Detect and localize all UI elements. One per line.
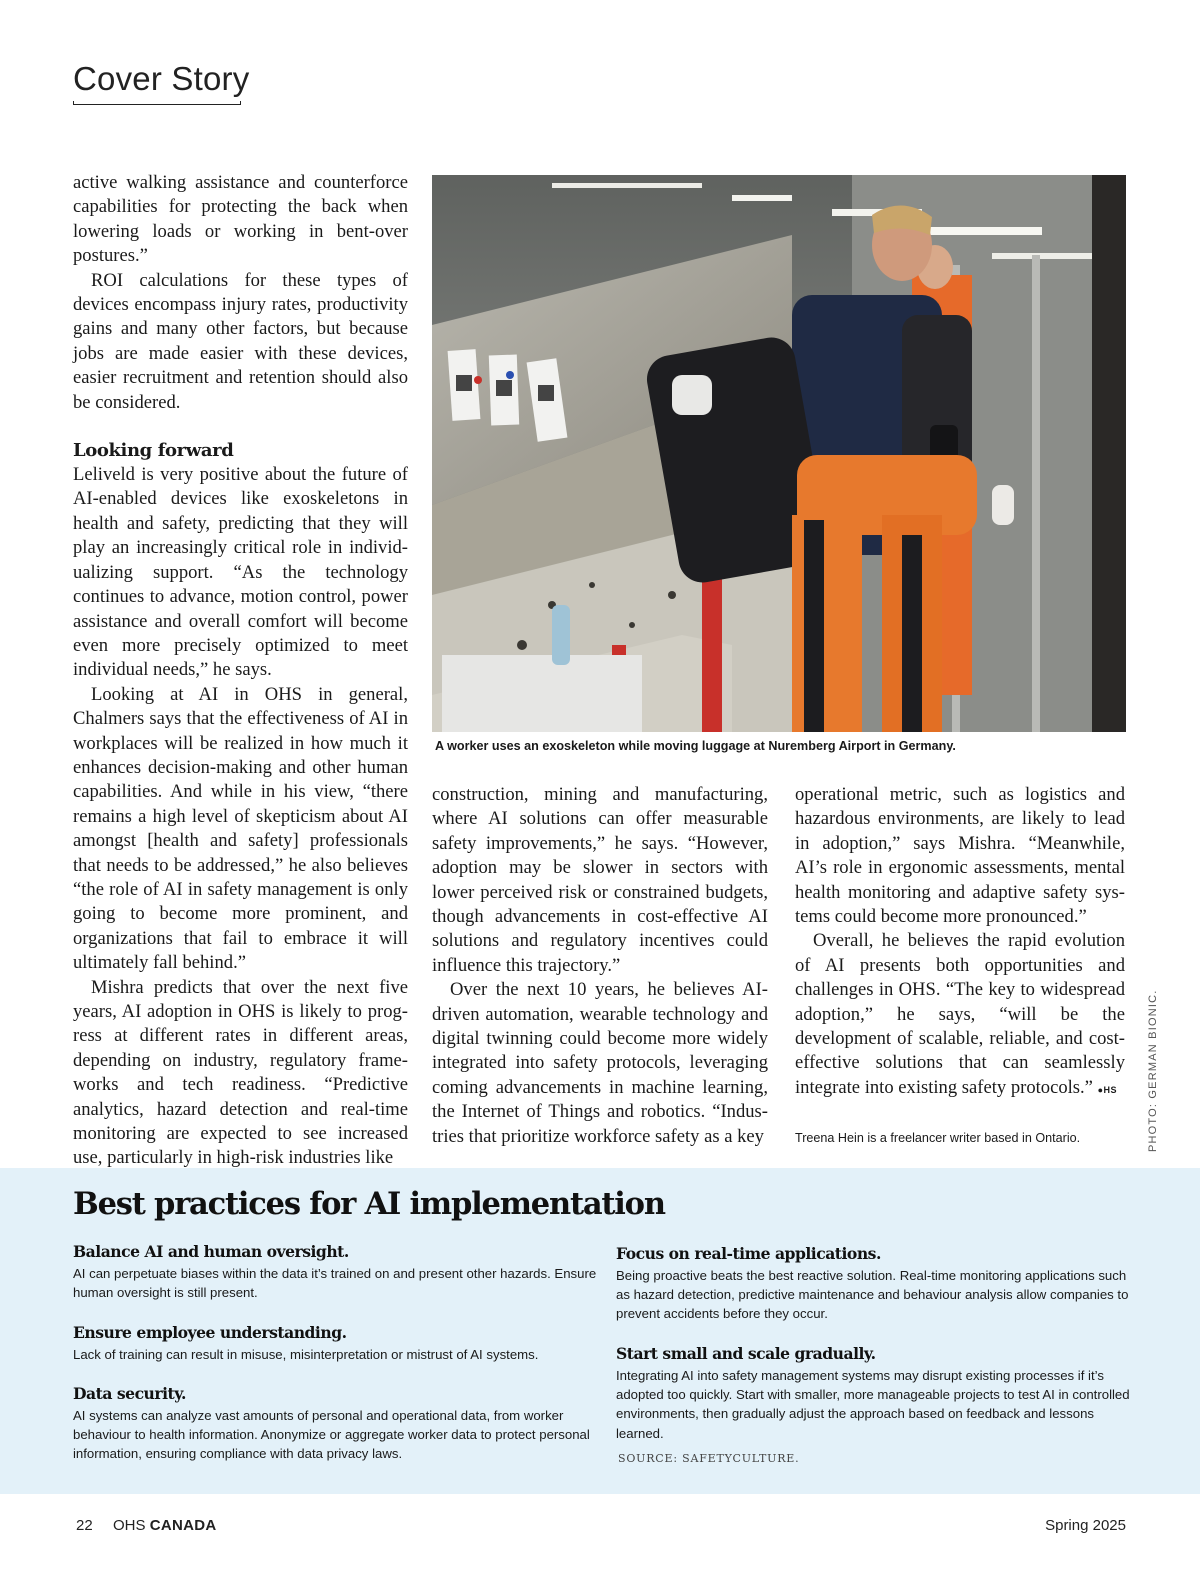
magazine-wordmark: CANADA [149, 1517, 217, 1534]
end-mark-icon: ●HS [1097, 1084, 1118, 1095]
paragraph: Looking at AI in OHS in general, Chalmers says that the effectiveness of AI in workplaces will be realized in how much it enhances decision-making and other human capabilities. And while in his view, “there remains a high level of skepticism about AI amongst [health and safety] professionals that needs to be addressed,” he also believes “the role of AI in safety management is only going to become more prominent, and organizations that fail to embrace it will ultimately fall behind.” [73, 683, 408, 974]
tip-heading: Focus on real-time applications. [616, 1244, 881, 1263]
sidebar-source: SOURCE: SAFETYCULTURE. [618, 1452, 800, 1465]
paragraph: construction, mining and manufacturing, where AI solutions can offer measurable safety improvements,” he says. “However, adoption may be slower in sectors with lower perceived risk or constrained budgets, though advancements in cost-effective AI solutions and regulatory incentives could influence this trajectory.” [432, 784, 768, 976]
paragraph: Mishra predicts that over the next five years, AI adoption in OHS is likely to progress at different rates in different areas, depending on industry, regulatory frameworks and tech readiness. “Predictive analytics, hazard detection and real-time monitoring are expected to see increased use, particularly in high-risk industries like [73, 976, 408, 1169]
tip-employee-understanding [73, 1323, 598, 1364]
photo-caption: A worker uses an exoskeleton while moving luggage at Nuremberg Airport in Germany. [435, 739, 956, 753]
best-practices-sidebar [0, 1168, 1200, 1494]
tip-body: Lack of training can result in misuse, misinterpretation or mistrust of AI systems. [73, 1347, 539, 1362]
section-label: Cover Story [73, 60, 250, 97]
paragraph-text: Overall, he believes the rapid evolution of AI presents both opportunities and challenges in OHS. “The key to widespread adoption,” he says, “will be the development of scalable, reliable, and cost-effective solutions that can seamlessly integrate into existing safety protocols.” [795, 930, 1125, 1098]
issue-date: Spring 2025 [1045, 1517, 1126, 1534]
paragraph: ROI calculations for these types of devices encompass injury rates, productivity gains and many other factors, but because jobs are made easier with these devices, easier recruitment and retention should also be considered. [73, 269, 408, 413]
tip-real-time-applications [616, 1244, 1131, 1324]
magazine-name [113, 1517, 216, 1534]
article-column-3 [795, 783, 1125, 1102]
tip-heading: Start small and scale gradually. [616, 1344, 876, 1363]
tip-balance-oversight [73, 1242, 598, 1302]
paragraph: Over the next 10 years, he believes AI-driven automation, wearable technology and digital twinning could become more widely integrated into safety protocols, leveraging coming advancements in machine learning, the Internet of Things and robotics. “Industries that prioritize workforce safety as a key [432, 979, 768, 1147]
paragraph [795, 929, 1125, 1102]
tip-body: AI can perpetuate biases within the data it’s trained on and present other hazards. Ensure human oversight is still present. [73, 1266, 597, 1301]
tip-data-security [73, 1384, 598, 1464]
magazine-prefix: OHS [113, 1517, 146, 1534]
photo-credit: PHOTO: GERMAN BIONIC. [1147, 989, 1159, 1152]
tip-heading: Data security. [73, 1384, 186, 1403]
tip-start-small [616, 1344, 1131, 1443]
paragraph: Leliveld is very positive about the future of AI-enabled devices like exoskeletons in health and safety, predicting that they will play an increasingly critical role in individualizing support. “As the technology continues to advance, motion control, power assistance and overall comfort will become even more precisely optimized to meet individual needs,” he says. [73, 464, 408, 681]
exoskeleton-photo [432, 175, 1126, 732]
page-number: 22 [76, 1517, 93, 1534]
paragraph: active walking assistance and counterforce capabilities for protecting the back when lowering loads or working in bent-over postures.” [73, 172, 408, 267]
subheading-looking-forward: Looking forward [73, 440, 234, 462]
section-rule [73, 104, 241, 105]
tip-body: Integrating AI into safety management systems may disrupt existing processes if it’s adopted too quickly. Start with smaller, more manageable projects to test AI in controlled environments, then gradually adjust the approach based on feedback and lessons learned. [616, 1368, 1130, 1441]
author-bio: Treena Hein is a freelancer writer based in Ontario. [795, 1131, 1081, 1145]
sidebar-title: Best practices for AI implementation [73, 1186, 665, 1222]
paragraph: operational metric, such as logistics and hazardous environments, are likely to lead in adoption,” says Mishra. “Meanwhile, AI’s role in ergonomic assessments, mental health monitoring and adaptive safety systems could become more pronounced.” [795, 784, 1125, 928]
tip-body: AI systems can analyze vast amounts of personal and operational data, from worker behaviour to health information. Anonymize or aggregate worker data to protect personal information, ensuring compliance with data privacy laws. [73, 1408, 590, 1462]
article-column-1 [73, 171, 408, 1171]
article-column-2 [432, 783, 768, 1149]
tip-heading: Balance AI and human oversight. [73, 1242, 349, 1261]
tip-body: Being proactive beats the best reactive solution. Real-time monitoring applications such as hazard detection, predictive maintenance and behaviour analysis allow companies to prevent accidents before they occur. [616, 1268, 1129, 1322]
tip-heading: Ensure employee understanding. [73, 1323, 347, 1342]
